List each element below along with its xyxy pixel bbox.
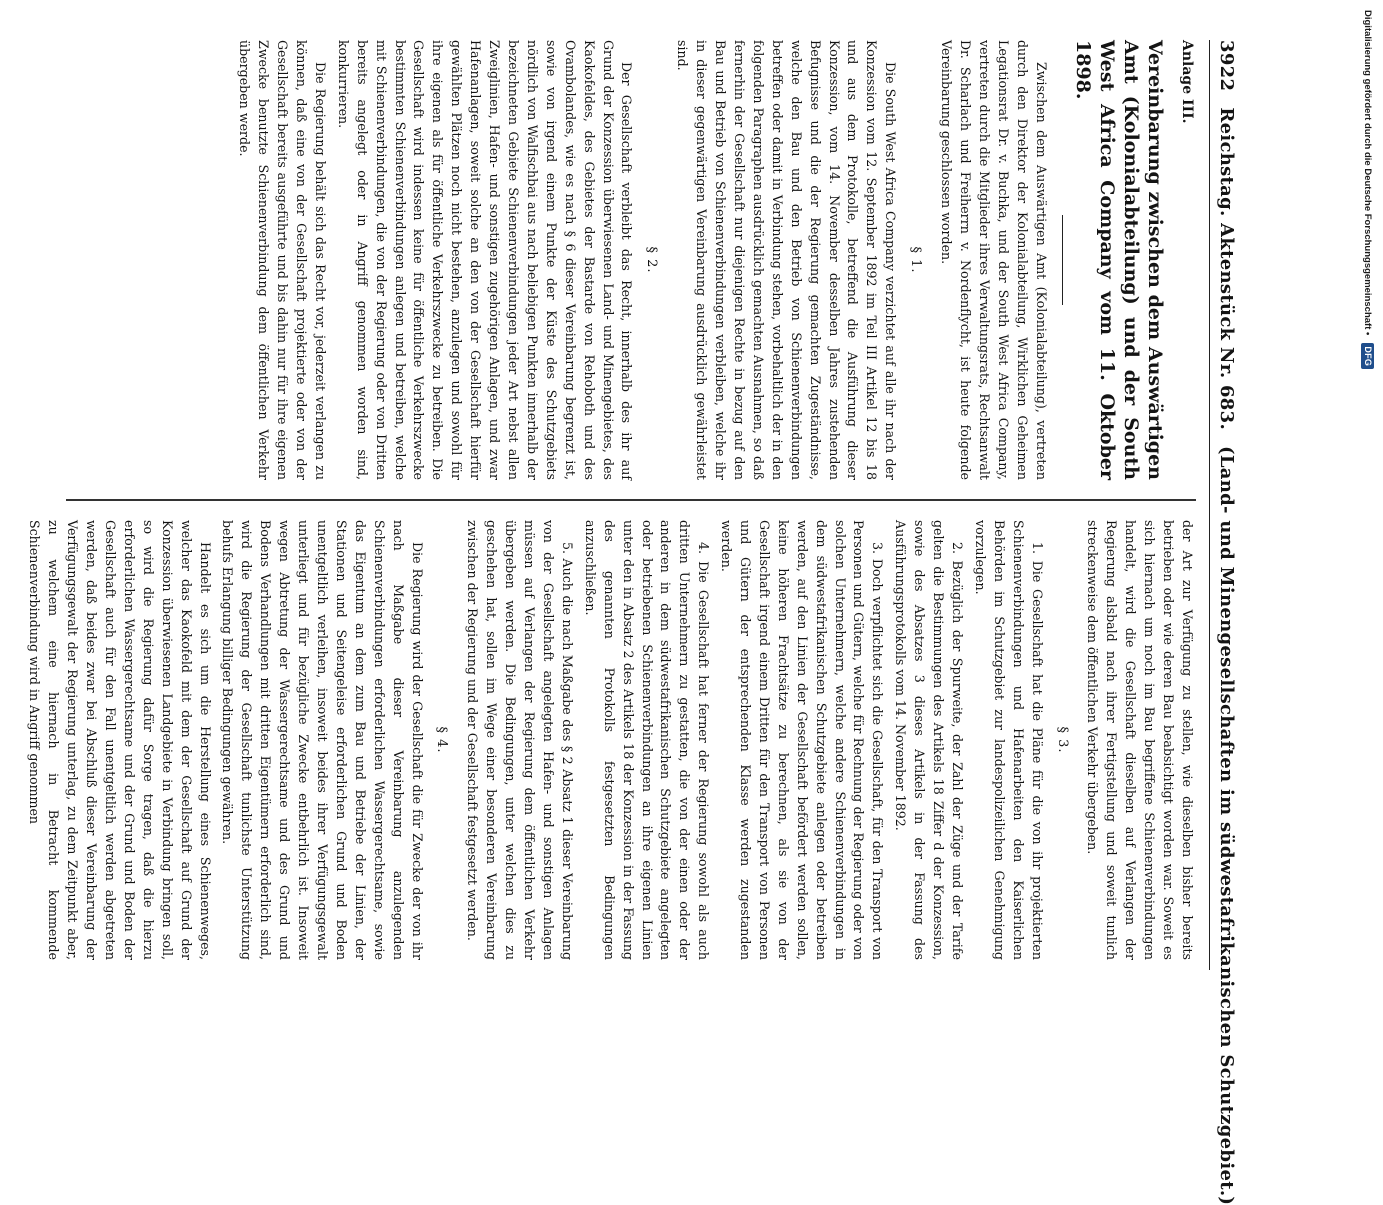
document-page — [27, 0, 1280, 1205]
digitization-credit-line — [1360, 10, 1376, 990]
section-paragraph: 4. Die Gesellschaft hat ferner der Regierung sowohl als auch dritten Unternehmern zu gestatten, die von der einen oder der anderen in dem südwestafrikanischen Schutzgebiete angelegten oder betriebenen Schienenverbindungen an ihre eigenen Linien unter den in Absatz 2 des Artikels 18 der Konzession in der Fassung des genannten Protokolls festgesetzten Bedingungen anzuschließen. — [582, 520, 712, 960]
section-paragraph: Die Regierung behält sich das Recht vor, jederzeit verlangen zu können, daß eine von der Gesellschaft projektierte oder von der Gesellschaft bereits ausgeführte und bis dahin nur für ihre eigenen Zwecke benutzte Schienenverbindung dem öffentlichen Verkehr übergeben werde. — [237, 40, 328, 480]
section-paragraph: Der Gesellschaft verbleibt das Recht, innerhalb des ihr auf Grund der Konzession überwiesenen Land- und Minengebietes, des Kaokofeldes, des Gebietes der Bastarde von Rehoboth und des Ovambolandes, wie es nach § 6 dieser Vereinbarung begrenzt ist, sowie von irgend einem Punkte der Küste des Schutzgebiets nördlich von Walfischbai aus nach beliebigen Punkten innerhalb der bezeichneten Gebiete Schienenverbindungen jeder Art nebst allen Zweiglinien, Hafen- und sonstigen zugehörigen Anlagen, und zwar Hafenanlagen, soweit solche an den von der Gesellschaft hierfür gewählten Plätzen noch nicht bestehen, anzulegen und sowohl für ihre eigenen als für öffentliche Verkehrszwecke zu betreiben. Die Gesellschaft wird indessen keine für öffentliche Verkehrszwecke bestimmten Schienenverbindungen anlegen und betreiben, welche mit Schienenverbindungen, die von der Regierung oder von Dritten bereits angelegt oder in Angriff genommen worden sind, konkurrieren. — [335, 40, 635, 480]
section-heading: § 2. — [644, 246, 660, 274]
continued-paragraph: der Art zur Verfügung zu stellen, wie dieselben bisher bereits betrieben oder wie deren Bau beabsichtigt worden war. Soweit es sich hiernach um noch im Bau begriffene Schienenverbindungen handelt, wird die Gesellschaft dieselben auf Verlangen der Regierung alsbald nach ihrer Fertigstellung und soweit tunlich streckenweise dem öffentlichen Verkehr übergeben. — [1085, 520, 1195, 960]
digitization-credit — [1360, 10, 1376, 990]
scanned-page-area — [27, 0, 1300, 1205]
page-number: 3922 — [1216, 40, 1237, 92]
section-paragraph: Die Regierung wird der Gesellschaft die für Zwecke der von ihr nach Maßgabe dieser Vereinbarung anzulegenden Schienenverbindungen erforderlichen Wassergerechtsame, sowie das Eigentum an dem zum Bau und Betriebe der Linien, der Stationen und Seitengeleise erforderlichen Grund und Boden unentgeltlich verleihen, insoweit beides ihrer Verfügungsgewalt unterliegt und für bezügliche Zwecke entbehrlich ist. Insoweit wegen Abtretung der Wassergerechtsame und des Grund und Bodens Verhandlungen mit dritten Eigentümern erforderlich sind, wird die Regierung der Gesellschaft tunlichste Unterstützung behufs Erlangung billiger Bedingungen gewähren. — [220, 520, 425, 960]
treaty-title: Vereinbarung zwischen dem Auswärtigen Amt (Kolonialabteilung) und der South West Africa Company vom 11. Oktober 1898. — [1072, 40, 1167, 480]
section-heading: § 4. — [434, 726, 450, 754]
section-paragraph: Handelt es sich um die Herstellung eines Schienenweges, welcher das Kaokofeld mit dem der Gesellschaft auf Grund der Konzession überwiesenen Landgebiete in Verbindung bringen soll, so wird die Regierung dafür Sorge tragen, daß die hierzu erforderlichen Wassergerechtsame und der Grund und Boden der Gesellschaft auch für den Fall unentgeltlich werden abgetreten werden, daß beides zwar bei Abschluß dieser Vereinbarung der Verfügungsgewalt der Regierung unterlag, zu dem Zeitpunkt aber, zu welchem eine hiernach in Betracht kommende Schienenverbindung wird in Angriff genommen — [27, 520, 213, 960]
section-paragraph: 3. Doch verpflichtet sich die Gesellschaft, für den Transport von Personen und Gütern, welche für Rechnung der Regierung oder von solchen Unternehmern, welche andere Schienenverbindungen in dem südwestafrikanischen Schutzgebiete anlegen oder betreiben werden, auf den Linien der Gesellschaft befördert werden sollen, keine höheren Frachtsätze zu berechnen, als sie von der Gesellschaft irgend einem Dritten für den Transport von Personen und Gütern der entsprechenden Klasse werden zugestanden werden. — [719, 520, 886, 960]
section-paragraph: Die South West Africa Company verzichtet auf alle ihr nach der Konzession vom 12. September 1892 im Teil III Artikel 12 bis 18 und aus dem Protokolle, betreffend die Ausführung dieser Konzession, vom 14. November desselben Jahres zustehenden Befugnisse und die der Regierung gemachten Zugeständnisse, welche den Bau und den Betrieb von Schienenverbindungen betreffen oder damit in Verbindung stehen, vorbehaltlich der in den folgenden Paragraphen ausdrücklich gemachten Ausnahmen, so daß fernerhin der Gesellschaft nur diejenigen Rechte in bezug auf den Bau und Betrieb von Schienenverbindungen verbleiben, welche ihr in dieser gegenwärtigen Vereinbarung ausdrücklich gewährleistet sind. — [675, 40, 899, 480]
digitization-credit-text: Digitalisierung gefördert durch die Deutsche Forschungsgemeinschaft • — [1362, 10, 1374, 336]
section-paragraph: 2. Bezüglich der Spurweite, der Zahl der Züge und der Tarife gelten die Bestimmungen des Artikels 18 Ziffer d der Konzession, sowie des Absatzes 3 dieses Artikels in der Fassung des Ausführungsprotokolls vom 14. November 1892. — [893, 520, 966, 960]
section-paragraph: 5. Auch die nach Maßgabe des § 2 Absatz 1 dieser Vereinbarung von der Gesellschaft angelegten Hafen- und sonstigen Anlagen müssen auf Verlangen der Regierung dem öffentlichen Verkehr übergeben werden. Die Bedingungen, unter welchen dies zu geschehen hat, sollen im Wege einer besonderen Vereinbarung zwischen der Regierung und der Gesellschaft festgesetzt werden. — [465, 520, 575, 960]
section-paragraph: 1. Die Gesellschaft hat die Pläne für die von ihr projektierten Schienenverbindungen und Hafenarbeiten den Kaiserlichen Behörden im Schutzgebiet zur landespolizeilichen Genehmigung vorzulegen. — [972, 520, 1045, 960]
section-heading: § 1. — [908, 246, 924, 274]
annex-label: Anlage III. — [1179, 40, 1195, 124]
dfg-logo: DFG — [1362, 343, 1375, 369]
right-column — [27, 520, 1196, 960]
running-head — [1209, 40, 1252, 1205]
left-column — [66, 40, 1196, 480]
section-heading: § 3. — [1054, 726, 1070, 754]
document-topic: (Land- und Minengesellschaften im südwestafrikanischen Schutzgebiet.) — [1216, 446, 1237, 1205]
column-divider — [66, 499, 1196, 501]
document-label: Reichstag. Aktenstück Nr. 683. — [1216, 107, 1237, 431]
preamble-paragraph: Zwischen dem Auswärtigen Amt (Kolonialabteilung), vertreten durch den Direktor der Kolonialabteilung, Wirklichen Geheimen Legationsrat Dr. v. Buchka, und der South West Africa Company, vertreten durch die Mitglieder ihres Verwaltungsrats, Rechtsanwalt Dr. Scharlach und Freiherrn v. Nordenflycht, ist heute folgende Vereinbarung geschlossen worden. — [939, 40, 1049, 480]
title-divider — [1062, 215, 1064, 305]
